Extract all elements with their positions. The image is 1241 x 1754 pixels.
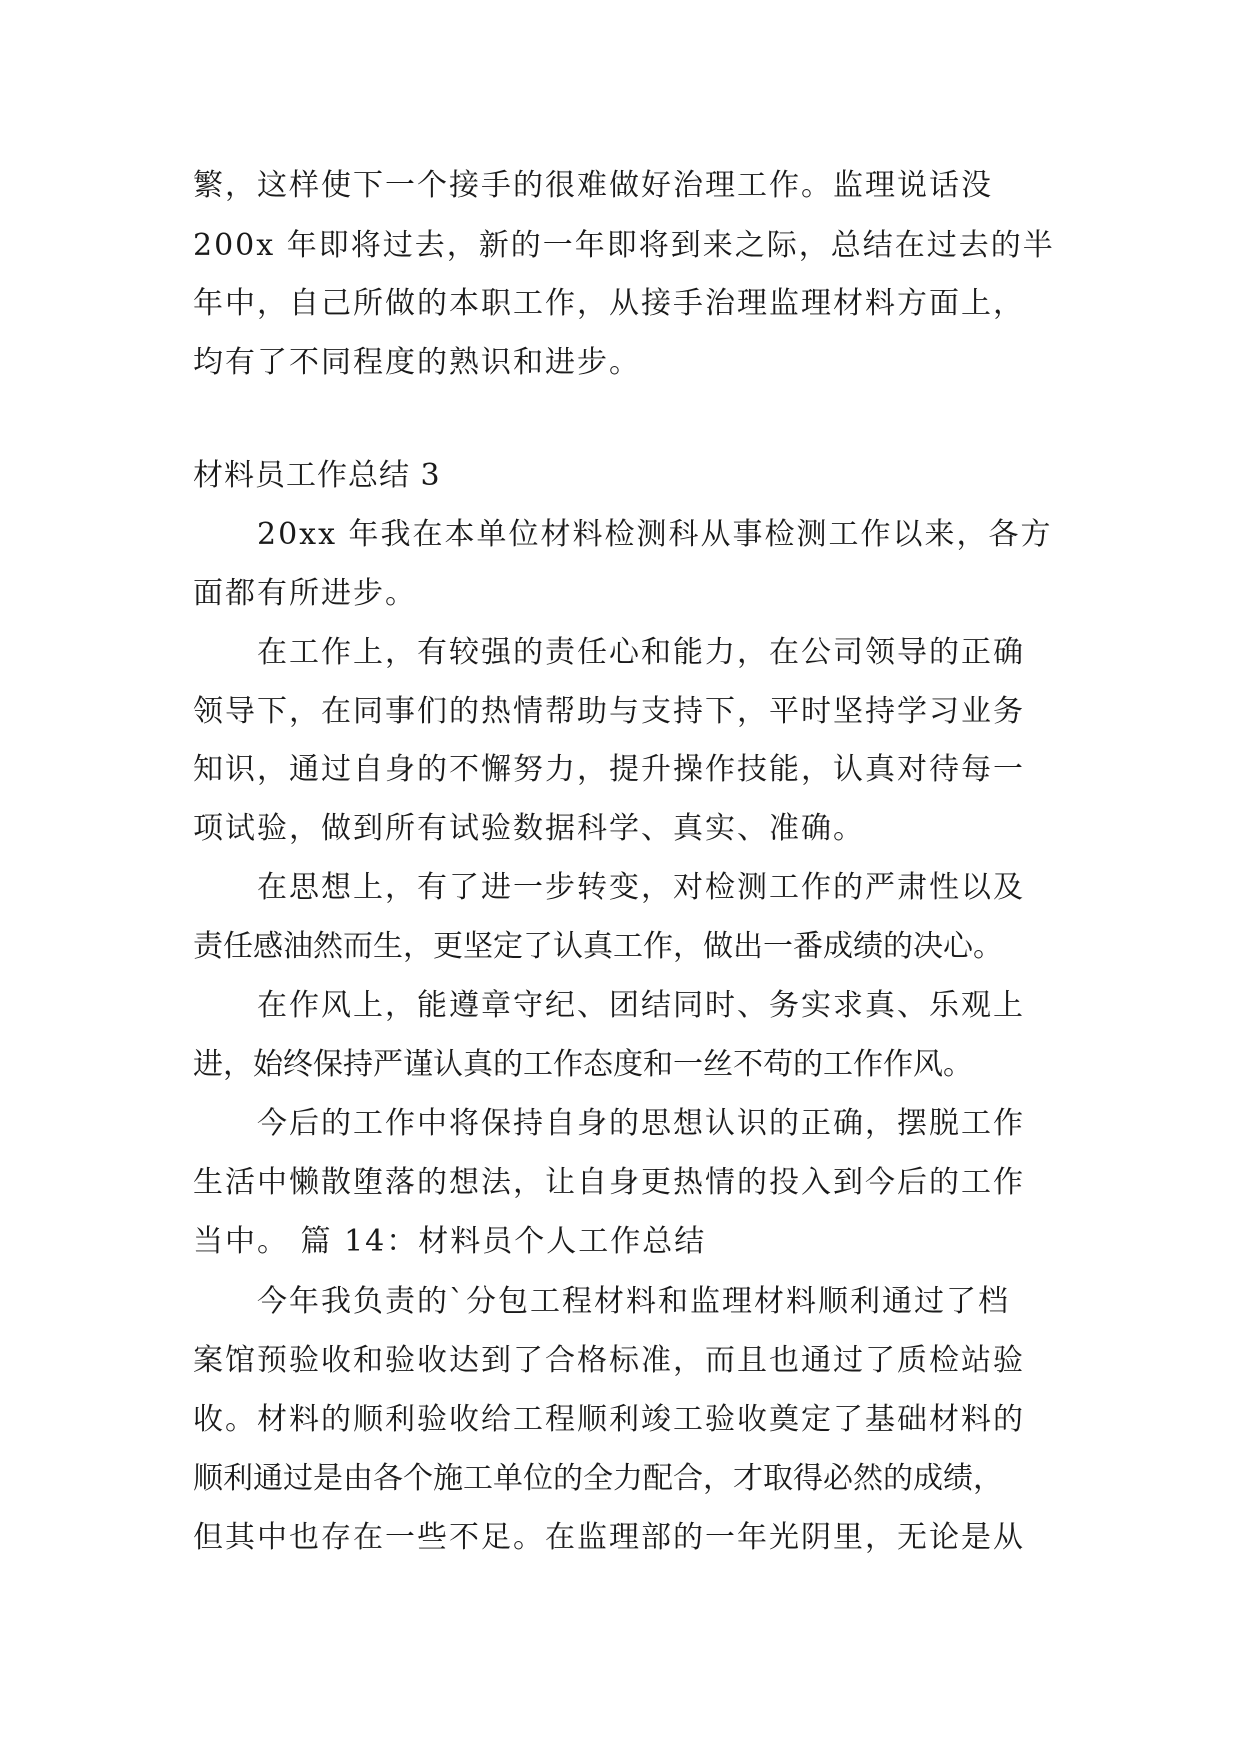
text-line: 生活中懒散堕落的想法，让自身更热情的投入到今后的工作 — [193, 1165, 1025, 1200]
text-line: 知识，通过自身的不懈努力，提升操作技能，认真对待每一 — [193, 752, 1025, 787]
paragraph-first-line: 今后的工作中将保持自身的思想认识的正确，摆脱工作 — [257, 1106, 1025, 1141]
section-title: 材料员工作总结 3 — [193, 458, 441, 493]
text-line: 当中。 篇 14：材料员个人工作总结 — [193, 1224, 707, 1259]
text-line: 但其中也存在一些不足。在监理部的一年光阴里，无论是从 — [193, 1520, 1025, 1555]
text-line: 繁，这样使下一个接手的很难做好治理工作。监理说话没 — [193, 168, 993, 203]
text-line: 顺利通过是由各个施工单位的全力配合，才取得必然的成绩， — [193, 1461, 1003, 1496]
text-line: 均有了不同程度的熟识和进步。 — [193, 345, 641, 380]
text-line: 案馆预验收和验收达到了合格标准，而且也通过了质检站验 — [193, 1343, 1025, 1378]
text-line: 面都有所进步。 — [193, 576, 417, 611]
paragraph-first-line: 今年我负责的`分包工程材料和监理材料顺利通过了档 — [257, 1284, 1010, 1319]
text-line: 200x 年即将过去，新的一年即将到来之际，总结在过去的半 — [193, 228, 1055, 263]
text-line: 收。材料的顺利验收给工程顺利竣工验收奠定了基础材料的 — [193, 1402, 1025, 1437]
paragraph-first-line: 20xx 年我在本单位材料检测科从事检测工作以来，各方 — [257, 517, 1053, 552]
paragraph-first-line: 在工作上，有较强的责任心和能力，在公司领导的正确 — [257, 635, 1025, 670]
text-line: 责任感油然而生，更坚定了认真工作，做出一番成绩的决心。 — [193, 929, 1003, 964]
paragraph-first-line: 在作风上，能遵章守纪、团结同时、务实求真、乐观上 — [257, 988, 1025, 1023]
text-line: 领导下，在同事们的热情帮助与支持下，平时坚持学习业务 — [193, 694, 1025, 729]
text-line: 进，始终保持严谨认真的工作态度和一丝不苟的工作作风。 — [193, 1047, 973, 1082]
text-line: 年中，自己所做的本职工作，从接手治理监理材料方面上， — [193, 286, 1025, 321]
text-line: 项试验，做到所有试验数据科学、真实、准确。 — [193, 811, 865, 846]
paragraph-first-line: 在思想上，有了进一步转变，对检测工作的严肃性以及 — [257, 870, 1025, 905]
